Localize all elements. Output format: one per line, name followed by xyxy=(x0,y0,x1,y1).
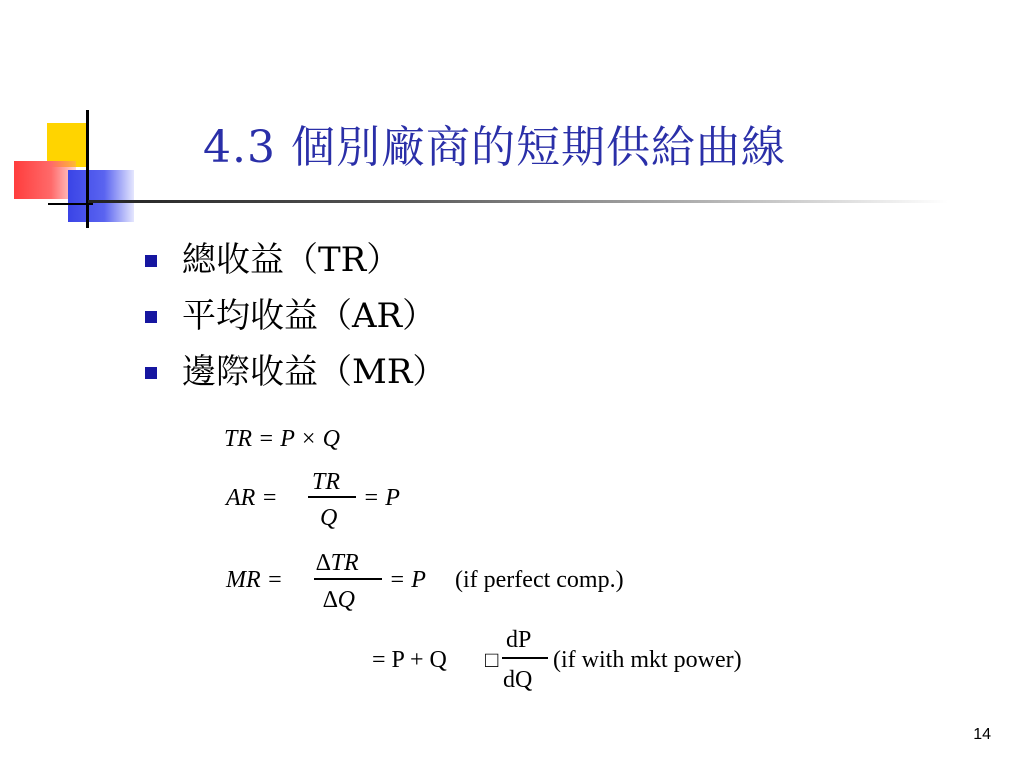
logo-red-square xyxy=(14,161,76,199)
equation-ar-denominator: Q xyxy=(320,505,338,531)
equation-mr-note: (if perfect comp.) xyxy=(455,567,624,593)
equation-mkt-numerator: dP xyxy=(506,627,532,653)
equation-tr: TR = P × Q xyxy=(224,426,340,452)
bullet-square-icon xyxy=(145,367,157,379)
equation-mkt-fraction-bar xyxy=(502,657,548,659)
equation-mkt-note: (if with mkt power) xyxy=(553,647,742,673)
equation-mr-numerator: ∆TR xyxy=(316,550,359,576)
equation-ar-rhs: = P xyxy=(363,485,400,511)
bullet-square-icon xyxy=(145,311,157,323)
equation-ar-lhs: AR = xyxy=(226,485,278,511)
equation-mr-lhs: MR = xyxy=(226,567,283,593)
equation-ar-numerator: TR xyxy=(312,469,341,495)
slide-title: 4.3 個別廠商的短期供給曲線 xyxy=(203,122,786,173)
equation-ar-fraction-bar xyxy=(308,496,356,498)
logo-horizontal-line xyxy=(48,203,93,205)
equation-mkt-glyph: □ xyxy=(485,647,499,672)
logo-blue-square xyxy=(68,170,134,222)
equation-mkt-denominator: dQ xyxy=(503,667,533,693)
logo-vertical-line xyxy=(86,110,89,228)
title-underline xyxy=(88,200,948,203)
equation-mr-fraction-bar xyxy=(314,578,382,580)
bullet-text: 總收益（TR） xyxy=(182,240,401,280)
bullet-text: 邊際收益（MR） xyxy=(182,352,447,392)
bullet-square-icon xyxy=(145,255,157,267)
equation-mkt-lhs: = P + Q xyxy=(372,647,447,673)
equation-mr-denominator: ∆Q xyxy=(323,587,356,613)
bullet-text: 平均收益（AR） xyxy=(182,296,437,336)
slide-logo xyxy=(0,0,150,240)
equation-mr-rhs: = P xyxy=(389,567,426,593)
page-number: 14 xyxy=(973,726,991,743)
